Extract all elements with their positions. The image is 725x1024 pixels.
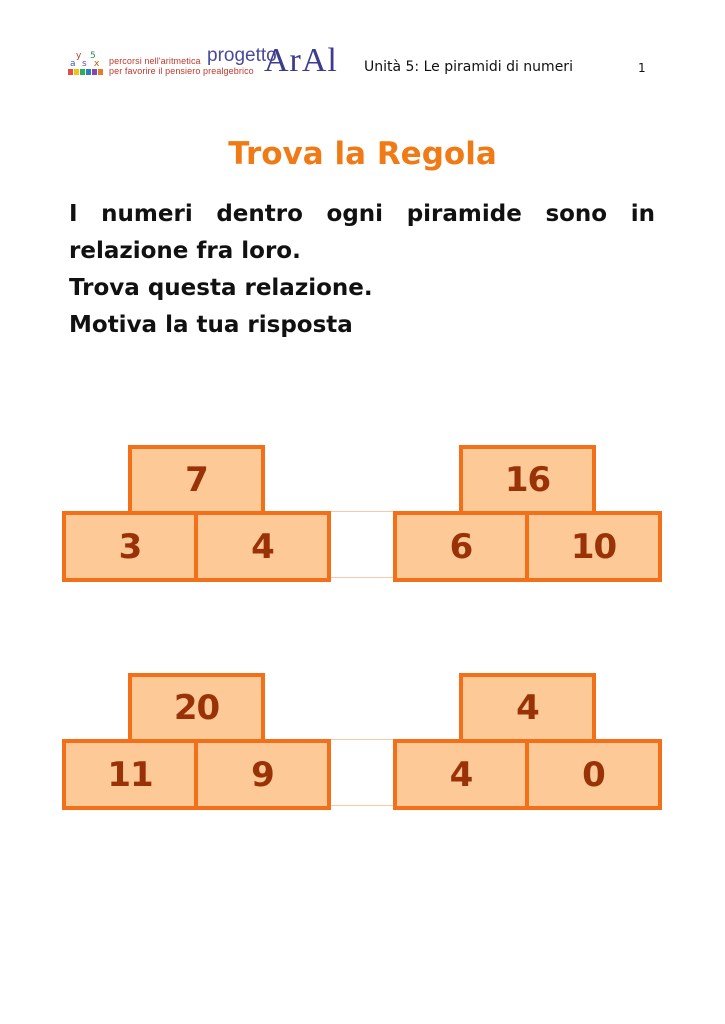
divider: [331, 577, 393, 578]
divider: [331, 739, 393, 740]
logo-letter: x: [94, 59, 100, 69]
logo-progetto: progetto: [207, 45, 277, 66]
pyramid-top-cell: 16: [459, 445, 596, 515]
pyramid-base-right-cell: 0: [525, 739, 662, 810]
pyramid-base-right-cell: 10: [525, 511, 662, 582]
logo-tagline-1: percorsi nell'aritmetica: [109, 56, 201, 66]
instruction-line: I numeri dentro ogni piramide sono in: [69, 201, 655, 227]
logo-color-squares-icon: [68, 69, 104, 77]
pyramid-base-right-cell: 4: [194, 511, 331, 582]
pyramid-top-cell: 20: [128, 673, 265, 743]
instruction-line: Trova questa relazione.: [69, 275, 373, 301]
divider: [331, 511, 393, 512]
pyramid-base-left-cell: 11: [62, 739, 198, 810]
instruction-line: relazione fra loro.: [69, 238, 301, 264]
logo-tagline-2: per favorire il pensiero prealgebrico: [109, 66, 254, 76]
pyramid-base-left-cell: 3: [62, 511, 198, 582]
page-number: 1: [638, 61, 646, 75]
logo-letter: y: [76, 51, 82, 61]
divider: [331, 805, 393, 806]
logo-letter: 5: [90, 51, 96, 61]
pyramid-top-cell: 7: [128, 445, 265, 515]
pyramid-base-left-cell: 4: [393, 739, 529, 810]
instructions: [69, 196, 655, 344]
pyramid-base-right-cell: 9: [194, 739, 331, 810]
pyramid-top-cell: 4: [459, 673, 596, 743]
page-header: [0, 0, 725, 100]
logo-brand: ArAl: [264, 42, 338, 79]
logo-letter: a: [70, 59, 76, 69]
instruction-line: Motiva la tua risposta: [69, 312, 353, 338]
logo-letter: s: [82, 59, 87, 69]
page-title: Trova la Regola: [228, 136, 497, 172]
unit-title: Unità 5: Le piramidi di numeri: [364, 59, 573, 75]
pyramid-base-left-cell: 6: [393, 511, 529, 582]
